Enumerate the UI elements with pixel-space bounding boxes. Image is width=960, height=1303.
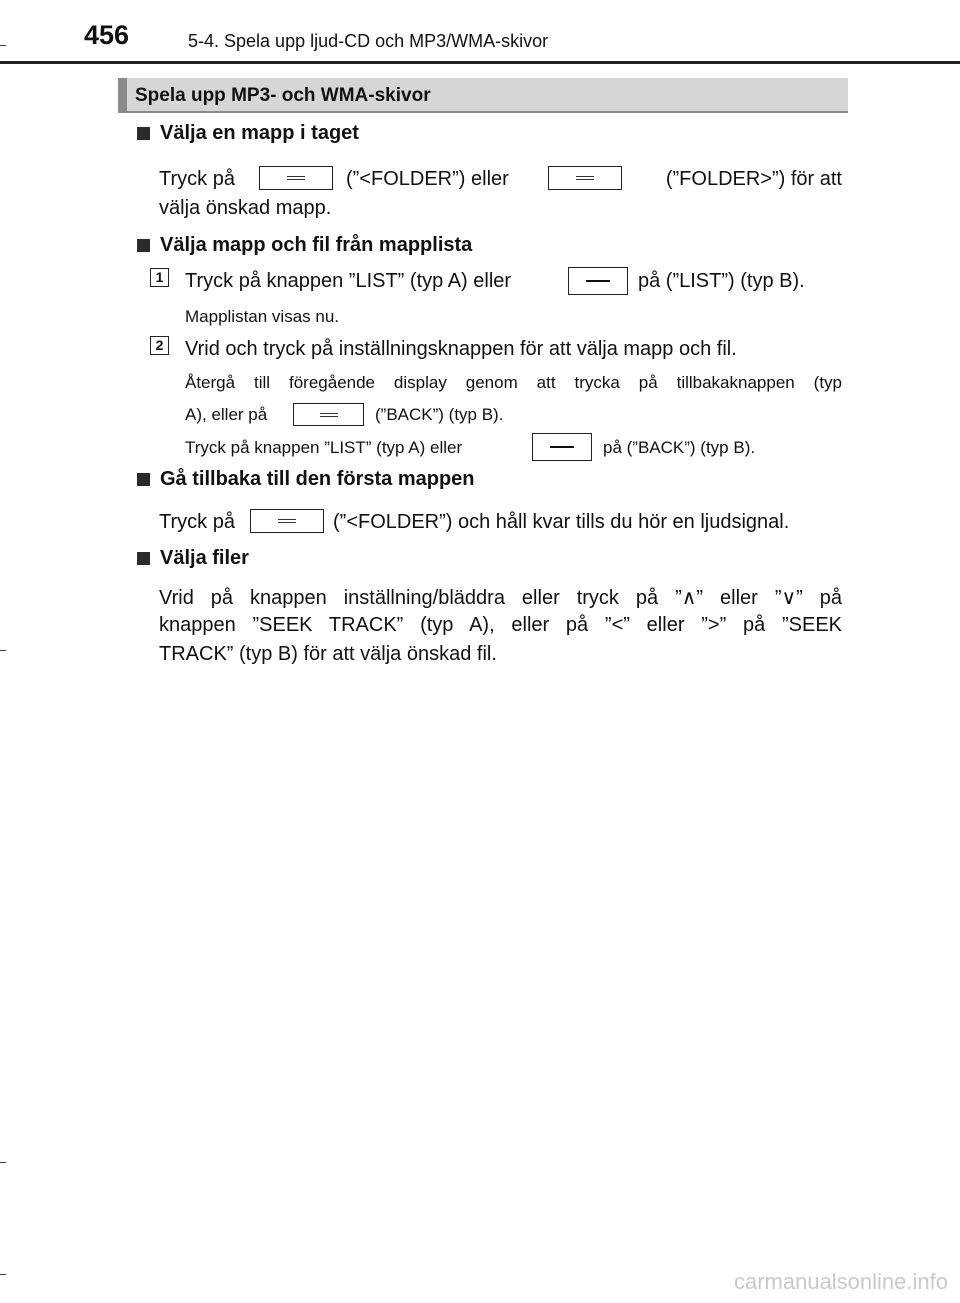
note: Tryck på knappen ”LIST” (typ A) eller [185,438,463,457]
text: (”FOLDER>”) för att [665,168,842,190]
bullet-square-icon [137,127,150,140]
chapter-title: 5-4. Spela upp ljud-CD och MP3/WMA-skivor [188,31,549,51]
back-button-icon [293,403,364,426]
note: Återgå till föregående display genom att trycka på tillbakaknappen (typ [185,373,842,392]
note: (”BACK”) (typ B). [375,405,504,424]
watermark: carmanualsonline.info [733,1269,948,1294]
crop-mark [0,1162,6,1163]
folder-prev-button-icon [259,166,333,190]
list-button-icon [532,433,592,461]
header-rule [0,61,960,64]
subheading-folder-select: Välja en mapp i taget [160,122,359,144]
text: Tryck på knappen ”LIST” (typ A) eller [185,270,512,292]
folder-next-button-icon [548,166,622,190]
crop-mark [0,650,6,651]
text: Tryck på [159,168,235,190]
text: knappen ”SEEK TRACK” (typ A), eller på ”<” eller ”>” på ”SEEK [159,614,842,636]
text: Tryck på [159,511,235,533]
text: TRACK” (typ B) för att välja önskad fil. [159,643,497,665]
page-number: 456 [84,20,130,50]
note: på (”BACK”) (typ B). [603,438,756,457]
text: välja önskad mapp. [159,197,332,219]
text: (”<FOLDER”) eller [346,168,509,190]
bullet-square-icon [137,473,150,486]
section-title: Spela upp MP3- och WMA-skivor [135,85,431,106]
step-number-2: 2 [150,336,169,355]
bullet-square-icon [137,239,150,252]
crop-mark [0,45,6,46]
text: Vrid och tryck på inställningsknappen för att välja mapp och fil. [185,338,737,360]
list-button-icon [568,267,628,295]
step-number-1: 1 [150,268,169,287]
bullet-square-icon [137,552,150,565]
subheading-list-select: Välja mapp och fil från mapplista [160,234,473,256]
section-header [118,78,848,113]
text: Vrid på knappen inställning/bläddra eller tryck på ”∧” eller ”∨” på [159,587,842,609]
subheading-first-folder: Gå tillbaka till den första mappen [160,468,475,490]
section-accent [118,78,127,111]
folder-prev-button-icon [250,509,324,533]
crop-mark [0,1274,6,1275]
note: Mapplistan visas nu. [185,307,340,326]
note: A), eller på [185,405,268,424]
text: (”<FOLDER”) och håll kvar tills du hör en ljudsignal. [333,511,790,533]
text: på (”LIST”) (typ B). [638,270,805,292]
subheading-files: Välja filer [160,547,249,569]
